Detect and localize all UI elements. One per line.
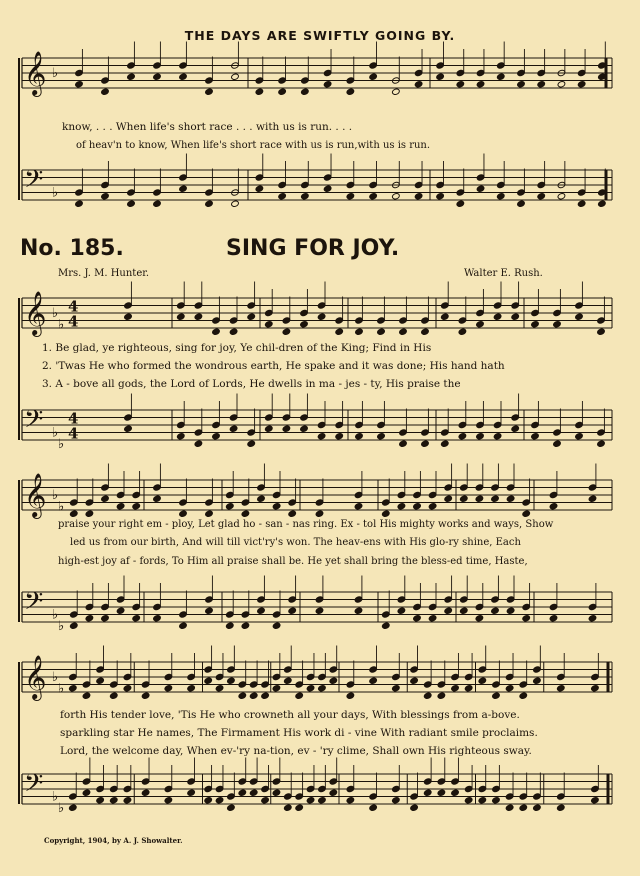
note-head (116, 607, 125, 614)
note-head (458, 328, 467, 335)
note-head (315, 607, 324, 614)
flat-icon: ♭ (52, 185, 59, 201)
music-credit: Walter E. Rush. (464, 268, 543, 279)
note-head (476, 321, 485, 328)
note-head (399, 440, 408, 447)
note-head (588, 615, 597, 622)
note-head (272, 685, 281, 692)
note-head (123, 685, 132, 692)
note-head (69, 804, 78, 811)
copyright-notice: Copyright, 1904, by A. J. Showalter. (44, 836, 183, 845)
note-head (318, 685, 327, 692)
treble-clef-icon: 𝄞 (24, 291, 47, 335)
note-head (577, 81, 586, 88)
note-head (301, 88, 310, 95)
note-head (284, 804, 293, 811)
note-head (229, 425, 238, 432)
note-head (247, 313, 256, 320)
note-head (238, 692, 247, 699)
note-head (301, 193, 310, 200)
note-head (511, 425, 520, 432)
s1-verse-2: 2. 'Twas He who formed the wondrous earth, He spake and it was done; His hand hath (42, 360, 505, 372)
note-head (306, 685, 315, 692)
note-head (475, 615, 484, 622)
note-head (557, 685, 566, 692)
note-head (272, 503, 281, 510)
note-head (421, 328, 430, 335)
note-head (101, 615, 110, 622)
note-head (533, 677, 542, 684)
note-head (377, 433, 386, 440)
flat-icon: ♭ (52, 306, 59, 321)
flat-icon: ♭ (58, 499, 65, 515)
note-head (70, 510, 79, 517)
note-head (437, 692, 446, 699)
note-head (282, 425, 291, 432)
note-head (317, 433, 326, 440)
note-head (428, 503, 437, 510)
s2-verse-2: led us from our birth, And will till vict'ry's won. The heav-ens with His glo-ry shine, Each (70, 537, 521, 548)
note-head (205, 510, 214, 517)
note-head (492, 797, 501, 804)
note-head (82, 789, 91, 796)
note-head (460, 607, 469, 614)
note-head (194, 440, 203, 447)
note-head (441, 440, 450, 447)
note-head (335, 328, 344, 335)
note-head (598, 200, 607, 207)
note-head (323, 81, 332, 88)
note-head (300, 425, 309, 432)
note-head (306, 797, 315, 804)
bass-clef-icon: 𝄢 (24, 769, 44, 804)
note-head (261, 692, 270, 699)
note-head (522, 615, 531, 622)
note-head (123, 797, 132, 804)
note-head (497, 193, 506, 200)
s1-verse-1: 1. Be glad, ye righteous, sing for joy, Ye chil-dren of the King; Find in His (42, 342, 432, 354)
note-head (278, 193, 287, 200)
note-head (194, 313, 203, 320)
note-head (549, 615, 558, 622)
note-head (437, 789, 446, 796)
note-head (493, 433, 502, 440)
note-head (397, 503, 406, 510)
note-head (179, 73, 188, 80)
note-head (458, 433, 467, 440)
note-head (179, 622, 188, 629)
note-head (75, 200, 84, 207)
note-head (531, 433, 540, 440)
note-head (255, 88, 264, 95)
note-head (354, 607, 363, 614)
flat-icon: ♭ (52, 66, 59, 81)
note-head (116, 503, 125, 510)
note-head (101, 88, 110, 95)
note-head (227, 677, 236, 684)
note-head (132, 615, 141, 622)
note-head (295, 804, 304, 811)
note-head (553, 440, 562, 447)
note-head (265, 321, 274, 328)
note-head (591, 685, 600, 692)
note-head (456, 81, 465, 88)
note-head (257, 495, 266, 502)
note-head (553, 321, 562, 328)
note-head (460, 495, 469, 502)
note-head (557, 804, 566, 811)
note-head (231, 200, 240, 207)
note-head (132, 503, 141, 510)
note-head (451, 789, 460, 796)
note-head (272, 622, 281, 629)
note-head (444, 607, 453, 614)
note-head (451, 685, 460, 692)
note-head (96, 797, 105, 804)
note-head (329, 677, 338, 684)
note-head (456, 200, 465, 207)
note-head (428, 615, 437, 622)
note-head (491, 495, 500, 502)
note-head (519, 804, 528, 811)
note-head (392, 193, 401, 200)
note-head (323, 185, 332, 192)
note-head (241, 622, 250, 629)
note-head (215, 685, 224, 692)
note-head (127, 73, 136, 80)
note-head (575, 433, 584, 440)
note-head (282, 328, 291, 335)
note-head (265, 425, 274, 432)
s2-verse-1: praise your right em - ploy, Let glad ho - san - nas ring. Ex - tol His mighty works and ways, Show (58, 519, 554, 530)
note-head (205, 88, 214, 95)
note-head (392, 88, 401, 95)
note-head (227, 804, 236, 811)
note-head (215, 797, 224, 804)
note-head (249, 692, 258, 699)
flat-icon: ♭ (52, 425, 59, 441)
note-head (212, 433, 221, 440)
note-head (229, 328, 238, 335)
flat-icon: ♭ (58, 317, 65, 333)
note-head (141, 789, 150, 796)
note-head (505, 804, 514, 811)
note-head (464, 685, 473, 692)
note-head (369, 73, 378, 80)
note-head (82, 692, 91, 699)
note-head (272, 789, 281, 796)
note-head (392, 797, 401, 804)
note-head (414, 81, 423, 88)
note-head (476, 433, 485, 440)
note-head (369, 193, 378, 200)
note-head (141, 692, 150, 699)
note-head (177, 313, 186, 320)
note-head (421, 440, 430, 447)
note-head (497, 73, 506, 80)
note-head (557, 81, 566, 88)
note-head (511, 313, 520, 320)
note-head (413, 503, 422, 510)
note-head (531, 321, 540, 328)
note-head (205, 200, 214, 207)
flat-icon: ♭ (52, 789, 59, 805)
treble-clef-icon: 𝄞 (24, 51, 47, 95)
note-head (315, 510, 324, 517)
note-head (478, 677, 487, 684)
note-head (247, 440, 256, 447)
note-head (329, 789, 338, 796)
note-head (179, 185, 188, 192)
time-signature: 4 (68, 409, 79, 428)
note-head (441, 313, 450, 320)
note-head (475, 495, 484, 502)
note-head (493, 313, 502, 320)
note-head (491, 607, 500, 614)
note-head (436, 193, 445, 200)
note-head (382, 510, 391, 517)
note-head (506, 495, 515, 502)
words-credit: Mrs. J. M. Hunter. (58, 268, 150, 279)
note-head (238, 789, 247, 796)
note-head (278, 88, 287, 95)
note-head (85, 615, 94, 622)
note-head (355, 433, 364, 440)
note-head (177, 433, 186, 440)
note-head (423, 789, 432, 796)
hymn-title: SING FOR JOY. (226, 236, 400, 261)
note-head (382, 622, 391, 629)
note-head (153, 615, 162, 622)
note-head (410, 804, 419, 811)
note-head (476, 185, 485, 192)
note-head (335, 433, 344, 440)
note-head (153, 200, 162, 207)
note-head (423, 692, 432, 699)
note-head (346, 88, 355, 95)
note-head (284, 677, 293, 684)
note-head (577, 200, 586, 207)
prev-lyric-line-1: know, . . . When life's short race . . . with us is run. . . . (62, 121, 353, 133)
time-signature: 4 (68, 424, 79, 443)
note-head (101, 495, 110, 502)
note-head (505, 685, 514, 692)
flat-icon: ♭ (58, 800, 65, 816)
note-head (597, 328, 606, 335)
note-head (414, 193, 423, 200)
note-head (226, 503, 235, 510)
note-head (369, 677, 378, 684)
note-head (413, 615, 422, 622)
note-head (588, 495, 597, 502)
bass-clef-icon: 𝄢 (24, 587, 44, 622)
note-head (464, 797, 473, 804)
note-head (96, 677, 105, 684)
note-head (346, 797, 355, 804)
bass-clef-icon: 𝄢 (24, 165, 44, 200)
note-head (346, 193, 355, 200)
note-head (399, 328, 408, 335)
note-head (478, 797, 487, 804)
note-head (255, 185, 264, 192)
note-head (519, 692, 528, 699)
note-head (517, 200, 526, 207)
note-head (575, 313, 584, 320)
time-signature: 4 (68, 312, 79, 331)
note-head (204, 677, 213, 684)
s1-verse-3: 3. A - bove all gods, the Lord of Lords, He dwells in ma - jes - ty, His praise the (42, 378, 461, 390)
flat-icon: ♭ (52, 670, 59, 685)
s3-verse-2: sparkling star He names, The Firmament His work di - vine With radiant smile proclaims. (60, 727, 538, 739)
note-head (354, 503, 363, 510)
note-head (397, 607, 406, 614)
note-head (85, 510, 94, 517)
note-head (212, 328, 221, 335)
note-head (377, 328, 386, 335)
note-head (124, 313, 133, 320)
note-head (187, 789, 196, 796)
note-head (317, 313, 326, 320)
note-head (257, 607, 266, 614)
note-head (288, 607, 297, 614)
note-head (205, 607, 214, 614)
s3-verse-1: forth His tender love, 'Tis He who crowneth all your days, With blessings from a-bove. (60, 709, 520, 721)
note-head (522, 510, 531, 517)
note-head (124, 425, 133, 432)
s3-verse-3: Lord, the welcome day, When ev-'ry na-tion, ev - 'ry clime, Shall own His righteous sway. (60, 745, 532, 757)
note-head (517, 81, 526, 88)
note-head (492, 692, 501, 699)
note-head (369, 804, 378, 811)
note-head (187, 685, 196, 692)
note-head (75, 81, 84, 88)
s2-verse-3: high-est joy af - fords, To Him all praise shall be. He yet shall bring the bless-ed time, Haste, (58, 556, 528, 567)
note-head (346, 692, 355, 699)
note-head (444, 495, 453, 502)
note-head (164, 797, 173, 804)
note-head (537, 81, 546, 88)
note-head (436, 73, 445, 80)
flat-icon: ♭ (52, 488, 59, 503)
flat-icon: ♭ (52, 607, 59, 623)
note-head (249, 789, 258, 796)
note-head (392, 685, 401, 692)
note-head (204, 797, 213, 804)
note-head (288, 510, 297, 517)
note-head (164, 685, 173, 692)
note-head (110, 692, 119, 699)
note-head (69, 685, 78, 692)
note-head (153, 495, 162, 502)
note-head (549, 503, 558, 510)
note-head (533, 804, 542, 811)
note-head (557, 193, 566, 200)
note-head (261, 797, 270, 804)
bass-clef-icon: 𝄢 (24, 405, 44, 440)
note-head (295, 692, 304, 699)
note-head (506, 607, 515, 614)
note-head (153, 73, 162, 80)
note-head (537, 193, 546, 200)
note-head (231, 73, 240, 80)
note-head (410, 677, 419, 684)
note-head (318, 797, 327, 804)
treble-clef-icon: 𝄞 (24, 473, 47, 517)
note-head (591, 797, 600, 804)
flat-icon: ♭ (58, 681, 65, 697)
hymn-number: No. 185. (20, 236, 124, 261)
note-head (110, 797, 119, 804)
note-head (179, 510, 188, 517)
treble-clef-icon: 𝄞 (24, 655, 47, 699)
note-head (355, 328, 364, 335)
prev-lyric-line-2: of heav'n to know, When life's short race with us is run,with us is run. (76, 140, 431, 151)
note-head (597, 440, 606, 447)
flat-icon: ♭ (58, 618, 65, 634)
note-head (70, 622, 79, 629)
flat-icon: ♭ (58, 436, 65, 452)
previous-hymn-title: THE DAYS ARE SWIFTLY GOING BY. (184, 28, 456, 43)
note-head (226, 622, 235, 629)
note-head (300, 321, 309, 328)
note-head (127, 200, 136, 207)
note-head (241, 510, 250, 517)
note-head (476, 81, 485, 88)
note-head (101, 193, 110, 200)
time-signature: 4 (68, 297, 79, 316)
